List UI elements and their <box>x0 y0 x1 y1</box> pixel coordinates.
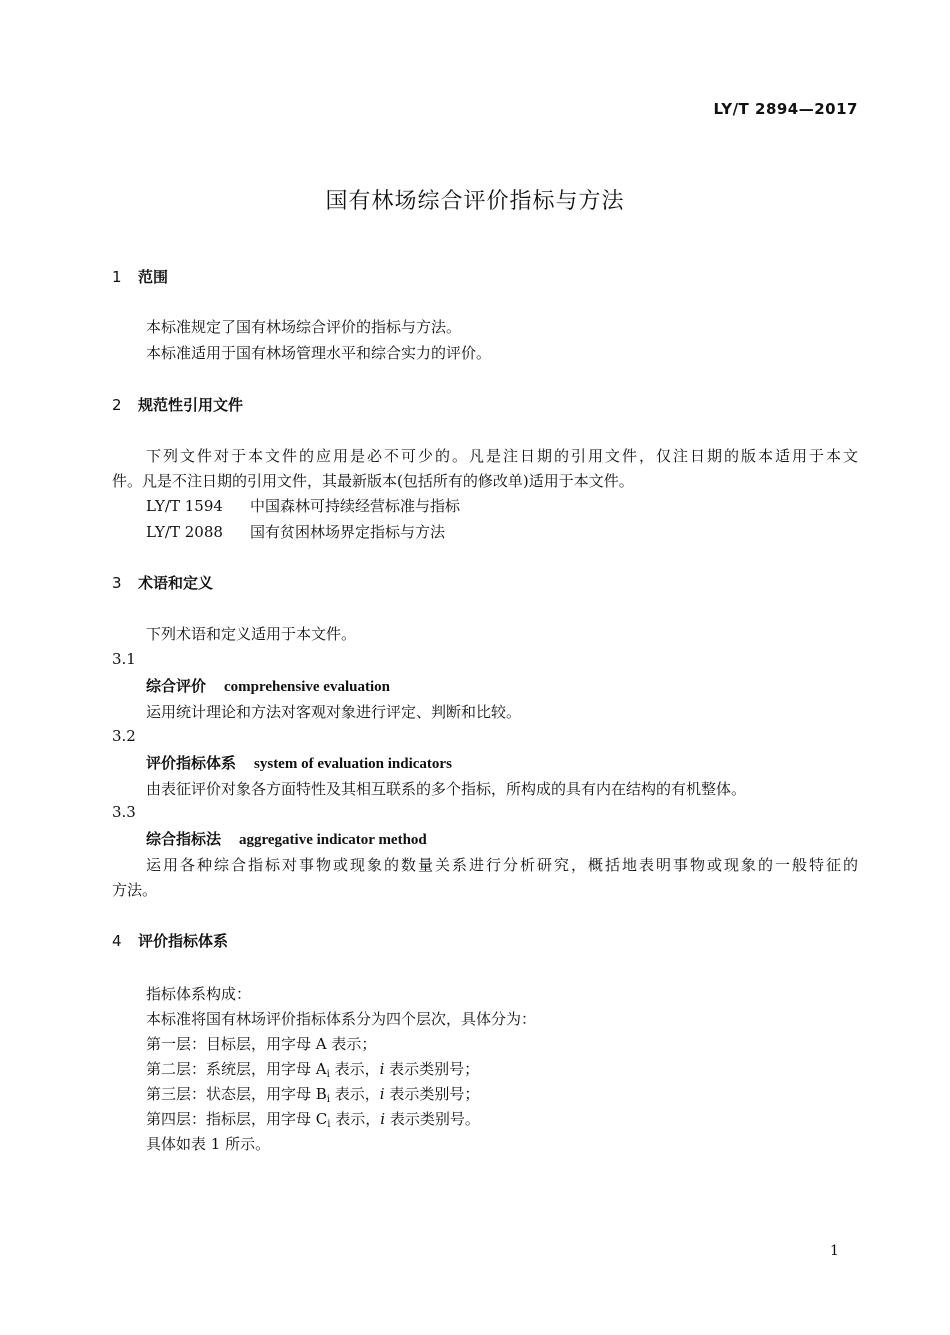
indicator-line: 指标体系构成： <box>146 985 252 1003</box>
terms-intro: 下列术语和定义适用于本文件。 <box>146 625 357 643</box>
references-paragraph-line-2: 件。凡是不注日期的引用文件，其最新版本(包括所有的修改单)适用于本文件。 <box>112 472 634 490</box>
term-chinese: 评价指标体系 <box>146 754 237 772</box>
term-heading <box>146 828 427 849</box>
subscript: i <box>327 1119 331 1130</box>
line-text: 表示类别号； <box>384 1085 480 1103</box>
page-number: 1 <box>830 1243 839 1259</box>
section-number: 3 <box>112 574 122 592</box>
line-text: 表示， <box>330 1085 380 1103</box>
line-text: 表示类别号； <box>384 1060 480 1078</box>
reference-title: 中国森林可持续经营标准与指标 <box>250 497 461 515</box>
section-4-heading <box>112 930 228 951</box>
term-definition: 运用统计理论和方法对客观对象进行评定、判断和比较。 <box>146 703 522 721</box>
standard-number: LY/T 2894—2017 <box>713 100 858 118</box>
section-number: 2 <box>112 396 122 414</box>
term-chinese: 综合评价 <box>146 677 207 695</box>
page-title: 国有林场综合评价指标与方法 <box>325 189 625 214</box>
reference-code: LY/T 1594 <box>146 497 223 515</box>
italic-variable: i <box>379 1060 385 1078</box>
section-title: 评价指标体系 <box>138 932 229 950</box>
term-chinese: 综合指标法 <box>146 830 222 848</box>
line-text: 第三层：状态层，用字母 B <box>146 1085 327 1103</box>
scope-line-1: 本标准规定了国有林场综合评价的指标与方法。 <box>146 318 462 336</box>
subscript: i <box>326 1094 330 1105</box>
line-text: 表示， <box>329 1060 380 1078</box>
line-text: 表示类别号。 <box>385 1110 480 1128</box>
section-title: 范围 <box>138 268 169 286</box>
indicator-line: 第一层：目标层，用字母 A 表示； <box>146 1035 377 1053</box>
reference-title: 国有贫困林场界定指标与方法 <box>250 523 446 541</box>
section-number: 4 <box>112 932 122 950</box>
indicator-line <box>146 1083 479 1105</box>
term-heading <box>146 675 390 696</box>
indicator-line <box>146 1058 479 1080</box>
term-english: comprehensive evaluation <box>224 679 390 695</box>
term-definition-continued: 方法。 <box>112 881 158 899</box>
term-english: system of evaluation indicators <box>254 756 452 772</box>
section-title: 术语和定义 <box>138 574 214 592</box>
reference-item <box>146 495 460 516</box>
section-1-heading <box>112 266 168 287</box>
term-definition: 由表征评价对象各方面特性及其相互联系的多个指标，所构成的具有内在结构的有机整体。 <box>146 780 747 798</box>
italic-variable: i <box>379 1085 385 1103</box>
reference-code: LY/T 2088 <box>146 523 223 541</box>
term-definition: 运用各种综合指标对事物或现象的数量关系进行分析研究，概括地表明事物或现象的一般特征的 <box>146 856 858 874</box>
term-number: 3.3 <box>112 803 136 821</box>
section-3-heading <box>112 572 213 593</box>
scope-line-2: 本标准适用于国有林场管理水平和综合实力的评价。 <box>146 344 492 362</box>
indicator-line: 本标准将国有林场评价指标体系分为四个层次，具体分为： <box>146 1010 537 1028</box>
section-number: 1 <box>112 268 122 286</box>
term-number: 3.1 <box>112 650 136 668</box>
indicator-line <box>146 1108 480 1130</box>
term-english: aggregative indicator method <box>239 832 427 848</box>
line-text: 第四层：指标层，用字母 C <box>146 1110 328 1128</box>
term-heading <box>146 752 452 773</box>
line-text: 表示， <box>330 1110 381 1128</box>
section-title: 规范性引用文件 <box>138 396 244 414</box>
italic-variable: i <box>380 1110 386 1128</box>
subscript: i <box>326 1069 330 1080</box>
term-number: 3.2 <box>112 727 136 745</box>
line-text: 第二层：系统层，用字母 A <box>146 1060 327 1078</box>
section-2-heading <box>112 394 243 415</box>
references-paragraph-line-1: 下列文件对于本文件的应用是必不可少的。凡是注日期的引用文件，仅注日期的版本适用于本文 <box>146 447 858 465</box>
indicator-line: 具体如表 1 所示。 <box>146 1135 271 1153</box>
reference-item <box>146 521 445 542</box>
